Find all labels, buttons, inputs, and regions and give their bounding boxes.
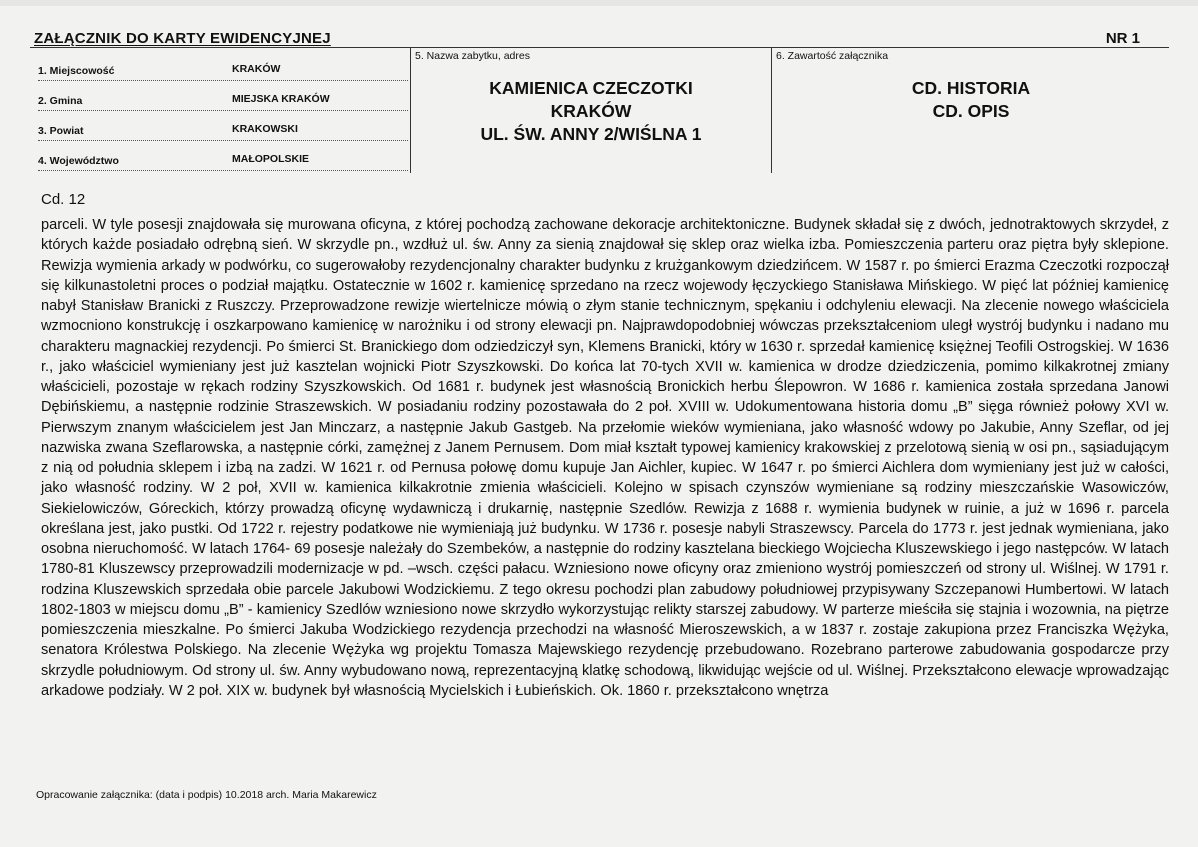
monument-line: KAMIENICA CZECZOTKI <box>489 78 693 98</box>
field-row-powiat <box>38 111 408 141</box>
field-value: KRAKÓW <box>232 63 281 75</box>
field-value: MAŁOPOLSKIE <box>232 153 310 165</box>
field-row-wojewodztwo <box>38 141 408 171</box>
contents-list <box>772 77 1170 123</box>
document-number: NR 1 <box>1105 30 1140 47</box>
contents-line: CD. HISTORIA <box>911 78 1031 98</box>
field-label: 4. Województwo <box>38 155 119 167</box>
field-value: MIEJSKA KRAKÓW <box>232 93 330 105</box>
monument-line: KRAKÓW <box>550 101 632 121</box>
location-fields <box>38 60 408 171</box>
section-label: Cd. 12 <box>41 191 86 208</box>
prepared-by-note: Opracowanie załącznika: (data i podpis) 10.2018 arch. Maria Makarewicz <box>36 789 377 801</box>
field-row-gmina <box>38 81 408 111</box>
field-row-miejscowosc <box>38 60 408 81</box>
contents-caption: 6. Zawartość załącznika <box>776 50 889 62</box>
monument-name <box>411 77 771 146</box>
contents-line: CD. OPIS <box>932 101 1010 121</box>
page-edge <box>0 0 1198 6</box>
field-label: 2. Gmina <box>38 95 83 107</box>
document-title: ZAŁĄCZNIK DO KARTY EWIDENCYJNEJ <box>34 30 331 47</box>
field-value: KRAKOWSKI <box>232 123 298 135</box>
field-label: 3. Powiat <box>38 125 84 137</box>
contents-box <box>771 47 1170 173</box>
history-text: parceli. W tyle posesji znajdowała się murowana oficyna, z której pochodzą zachowane dekoracje architektoniczne. Budynek składał się z dwóch, jednotraktowych skrzydeł, z których każde posiadało odrębną sień. W skrzydle pn., wzdłuż ul. św. Anny za sienią znajdował się sklep oraz wielka izba. Pomieszczenia parteru oraz piętra były sklepione. Rewizja wymienia arkady w podwórku, co sugerowałoby rezydencjonalny charakter budynku z krużgankowym dziedzińcem. W 1587 r. po śmierci Erazma Czeczotki rozpoczął się kilkunastoletni proces o podział majątku. Ostatecznie w 1602 r. kamienicę sprzedano na rzecz wojewody łęczyckiego Stanisława Mińskiego. W pięć lat później kamienicę nabył Stanisław Branicki z Ruszczy. Przeprowadzone rewizje wiertelnicze mówią o złym stanie technicznym, spękaniu i odchyleniu elewacji. Na zlecenie nowego właściciela wzmocniono konstrukcję i oszkarpowano kamienicę w narożniku i od strony elewacji pn. Najprawdopodobniej wówczas przekształceniom uległ wystrój budynku i nadano mu charakteru magnackiej rezydencji. Po śmierci St. Branickiego dom odziedziczył syn, Klemens Branicki, który w 1630 r. sprzedał kamienicę księżnej Teofili Ostrogskiej. W 1636 r., jako właściciel wymieniany jest już kasztelan wojnicki Piotr Szyszkowski. Do końca lat 70-tych XVII w. kamienica w drodze dziedziczenia, pomimo kilkakrotnej zmiany właścicieli, pozostaje w rękach rodziny Szyszkowskich. Od 1681 r. budynek jest własnością Bronickich herbu Ślepowron. W 1686 r. kamienica została sprzedana Janowi Dębińskiemu, a następnie rodzinie Straszewskich. W posiadaniu rodziny pozostawała do 2 poł. XVIII w. Udokumentowana historia domu „B” sięga również połowy XVI w. Pierwszym znanym właścicielem jest Jan Minczarz, a następnie Jakub Gastgeb. Na przełomie wieków wymieniana, jako własność wdowy po Jakubie, Anny Szeflar, od jej nazwiska zwana Szeflarowska, a następnie córki, zamężnej z Janem Pernusem. Dom miał kształt typowej kamienicy krakowskiej z przelotową sienią w osi pn., sąsiadującym z nią od południa sklepem i izbą na zadzi. W 1621 r. od Pernusa połowę domu kupuje Jan Aichler, kupiec. W 1647 r. po śmierci Aichlera dom wymieniany jest już w całości, jako własność rodziny. W 2 poł, XVII w. kamienica kilkakrotnie zmienia właścicieli. Kolejno w spisach czynszów wymieniane są rodziny mieszczańskie Wasowiczów, Siekielowiczów, Góreckich, którzy prowadzą oficynę wydawniczą i drukarnię, następnie Szedlów. Rewizja z 1688 r. wymienia budynek w ruinie, a już w 1696 r. parcela określana jest, jako pustki. Od 1722 r. rejestry podatkowe nie wymieniają już budynku. W 1736 r. posesje nabyli Straszewscy. Parcela do 1773 r. jest jednak wymieniana, jako osobna nieruchomość. W latach 1764- 69 posesje należały do Szembeków, a następnie do rodziny kasztelana bieckiego Wojciecha Kluszewskiego i jego następców. W latach 1780-81 Kluszewscy przeprowadzili modernizacje w pd. –wsch. części pałacu. Wzniesiono nowe oficyny oraz zmieniono wystrój pomieszczeń od strony ul. Wiślnej. W 1791 r. rodzina Kluszewskich sprzedała obie parcele Jakubowi Wodzickiemu. Z tego okresu pochodzi plan zabudowy południowej przypisywany Szczepanowi Humbertowi. W latach 1802-1803 w miejscu domu „B” - kamienicy Szedlów wzniesiono nowe skrzydło wykorzystując relikty starszej zabudowy. W parterze mieściła się stajnia i wozownia, na piętrze pomieszczenia mieszkalne. Po śmierci Jakuba Wodzickiego rezydencja przechodzi na własność Mieroszewskich, a w 1837 r. zostaje zakupiona przez Franciszka Wężyka, senatora Królestwa Polskiego. Na zlecenie Wężyka wg projektu Tomasza Majewskiego rezydencję przebudowano. Rozebrano parterowe zabudowania gospodarcze przy skrzydle południowym. Od strony ul. św. Anny wybudowano nową, reprezentacyjną klatkę schodową, likwidując wejście od ul. Wiślnej. Przekształcono elewacje wprowadzając arkadowe podziały. W 2 poł. XIX w. budynek był własnością Mycielskich i Łubieńskich. Ok. 1860 r. przekształcono wnętrza <box>41 217 1169 699</box>
monument-line: UL. ŚW. ANNY 2/WIŚLNA 1 <box>480 124 702 144</box>
field-label: 1. Miejscowość <box>38 65 115 77</box>
monument-caption: 5. Nazwa zabytku, adres <box>415 50 530 62</box>
monument-name-box <box>410 47 771 173</box>
